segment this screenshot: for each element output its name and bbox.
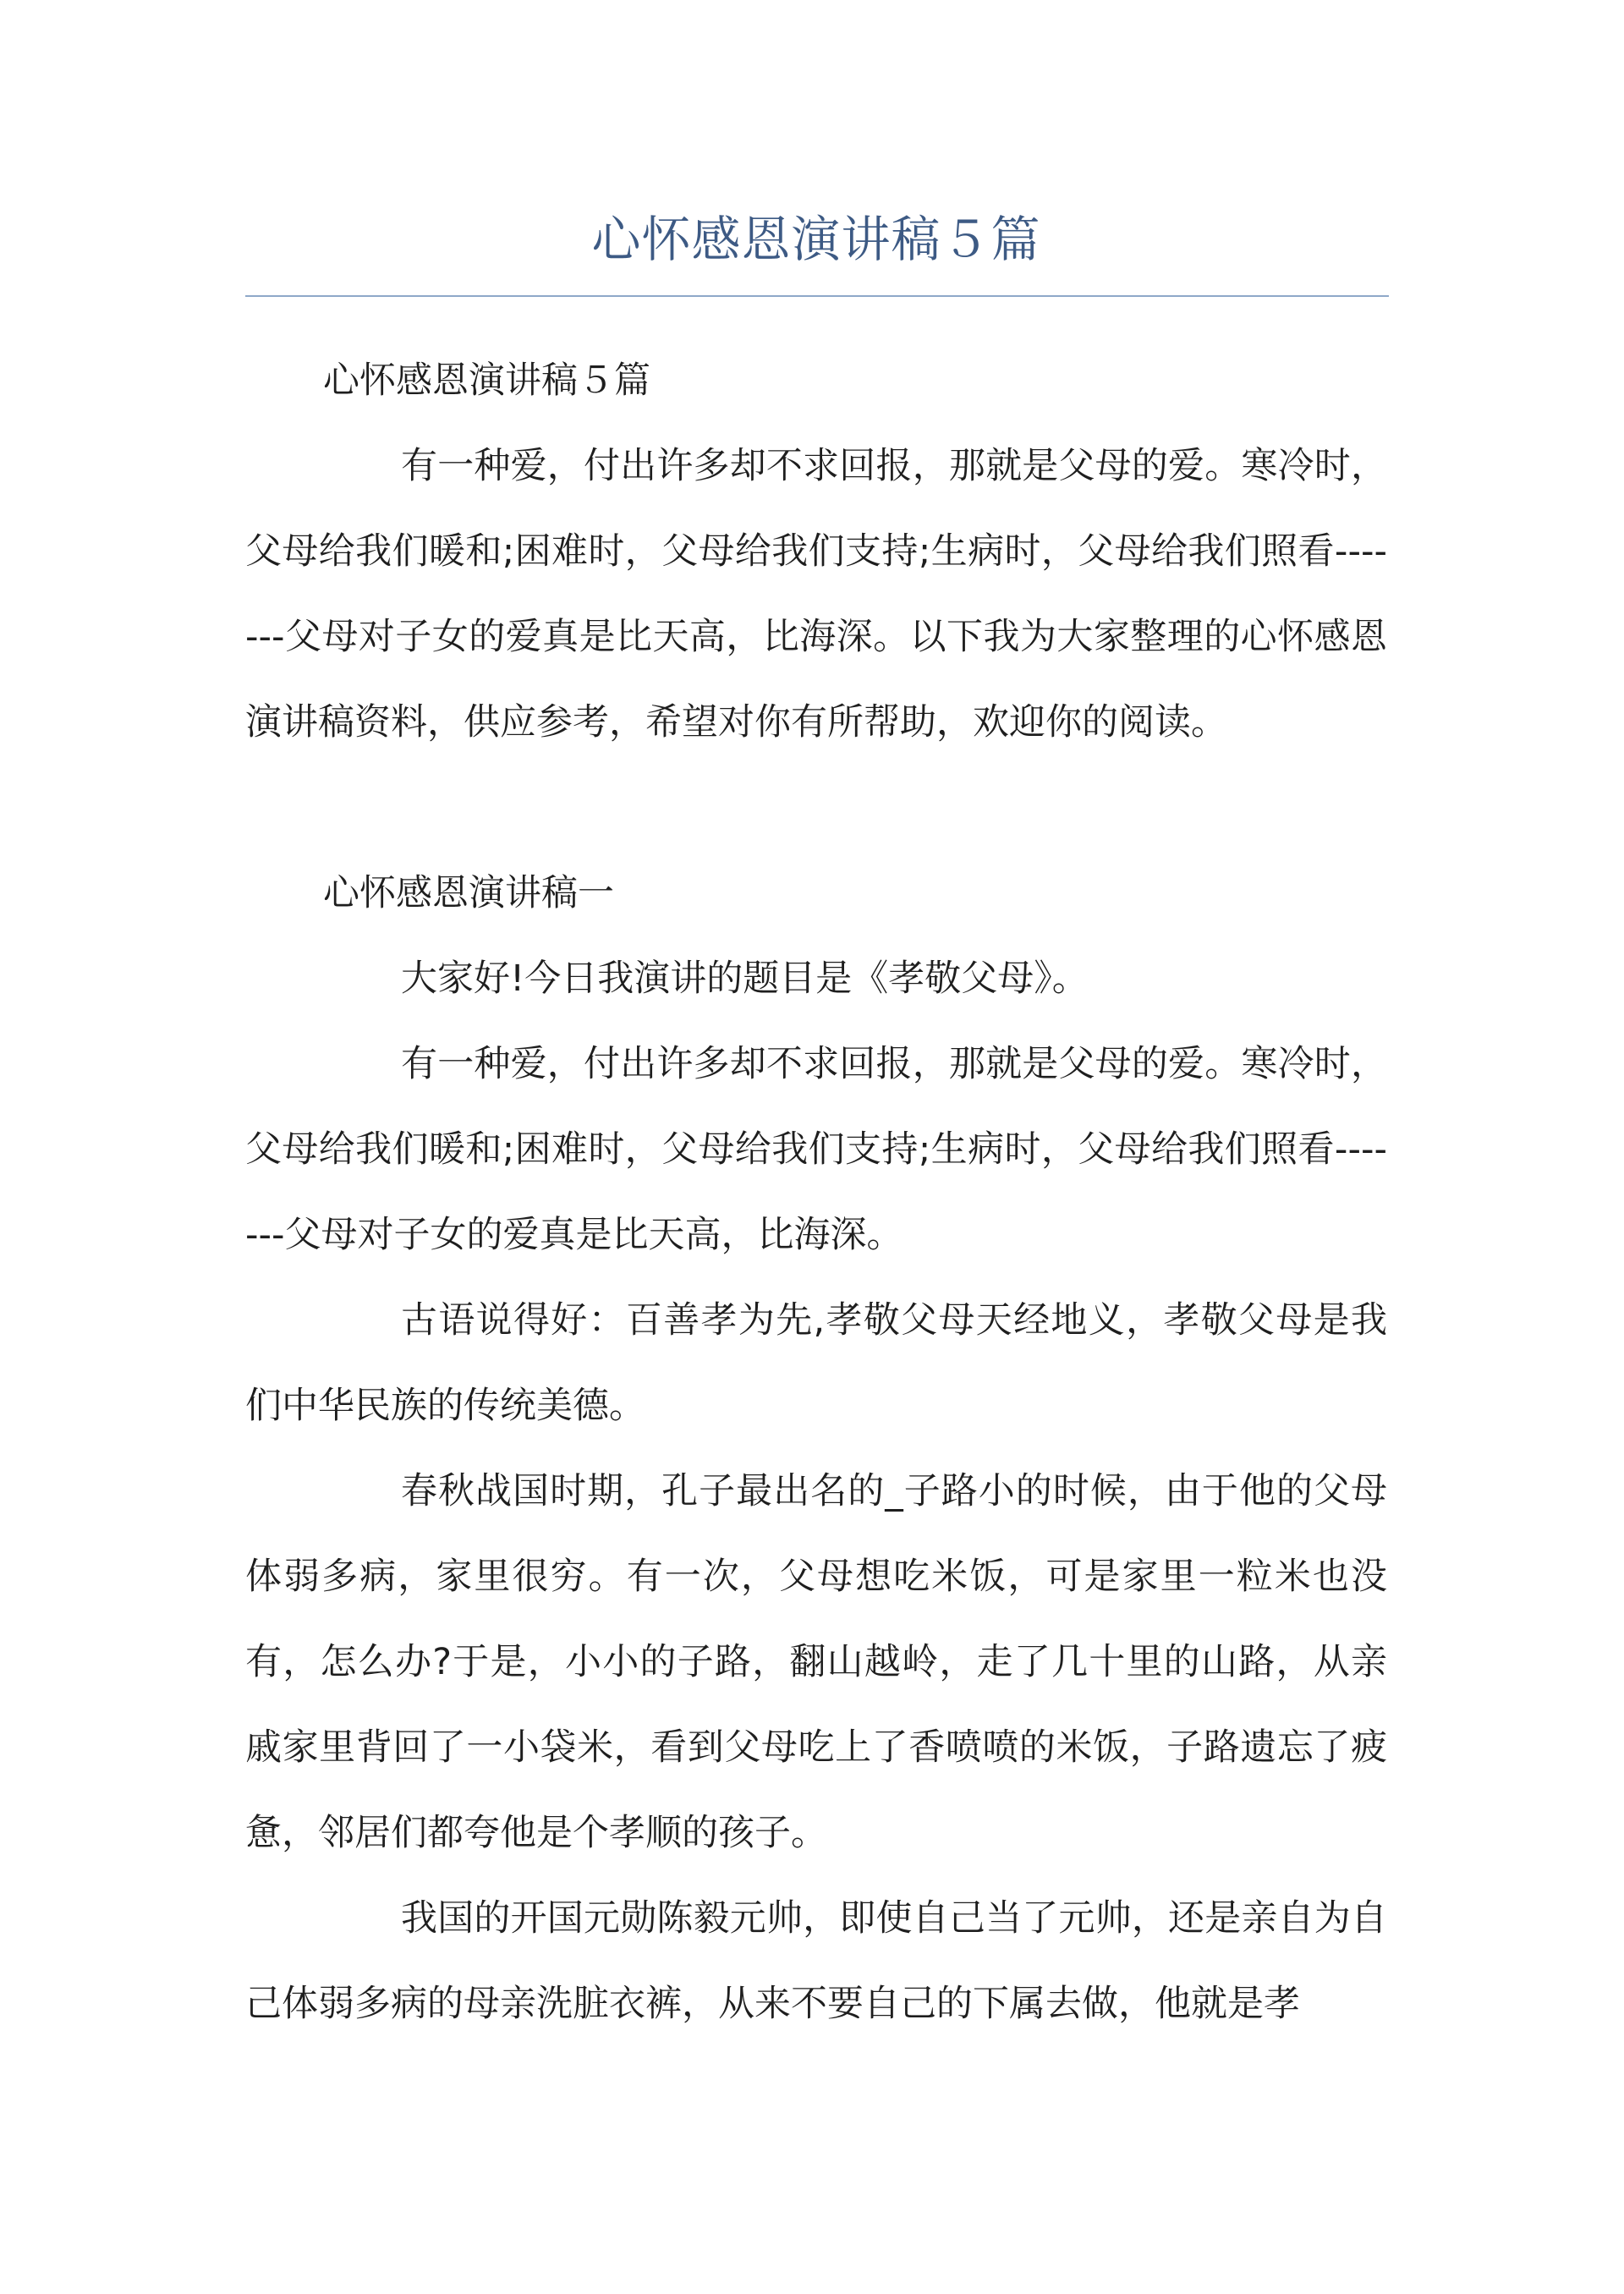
paragraph: 大家好!今日我演讲的题目是《孝敬父母》。 (401, 958, 1089, 1000)
intro-paragraph: 有一种爱，付出许多却不求回报，那就是父母的爱。寒冷时，父母给我们暖和;困难时，父母给我们支持;生病时，父母给我们照看-------父母对子女的爱真是比天高，比海深。以下我为大家整理的心怀感恩演讲稿资料，供应参考，希望对你有所帮助，欢迎你的阅读。 (245, 445, 1387, 744)
paragraph-gap (245, 766, 1387, 851)
section-heading: 心怀感恩演讲稿一 (323, 872, 614, 914)
document-title: 心怀感恩演讲稿５篇 (591, 211, 1041, 268)
document-body (245, 338, 1387, 2047)
intro-heading: 心怀感恩演讲稿５篇 (323, 359, 650, 402)
paragraph: 春秋战国时期，孔子最出名的_子路小的时候，由于他的父母体弱多病，家里很穷。有一次，父母想吃米饭，可是家里一粒米也没有，怎么办?于是，小小的子路，翻山越岭，走了几十里的山路，从亲戚家里背回了一小袋米，看到父母吃上了香喷喷的米饭，子路遗忘了疲惫，邻居们都夸他是个孝顺的孩子。 (245, 1470, 1387, 1854)
paragraph: 有一种爱，付出许多却不求回报，那就是父母的爱。寒冷时，父母给我们暖和;困难时，父母给我们支持;生病时，父母给我们照看-------父母对子女的爱真是比天高，比海深。 (245, 1043, 1387, 1256)
paragraph: 古语说得好：百善孝为先,孝敬父母天经地义，孝敬父母是我们中华民族的传统美德。 (245, 1299, 1387, 1427)
paragraph: 我国的开国元勋陈毅元帅，即使自己当了元帅，还是亲自为自己体弱多病的母亲洗脏衣裤，从来不要自己的下属去做，他就是孝 (245, 1897, 1387, 2025)
title-divider (245, 295, 1389, 297)
